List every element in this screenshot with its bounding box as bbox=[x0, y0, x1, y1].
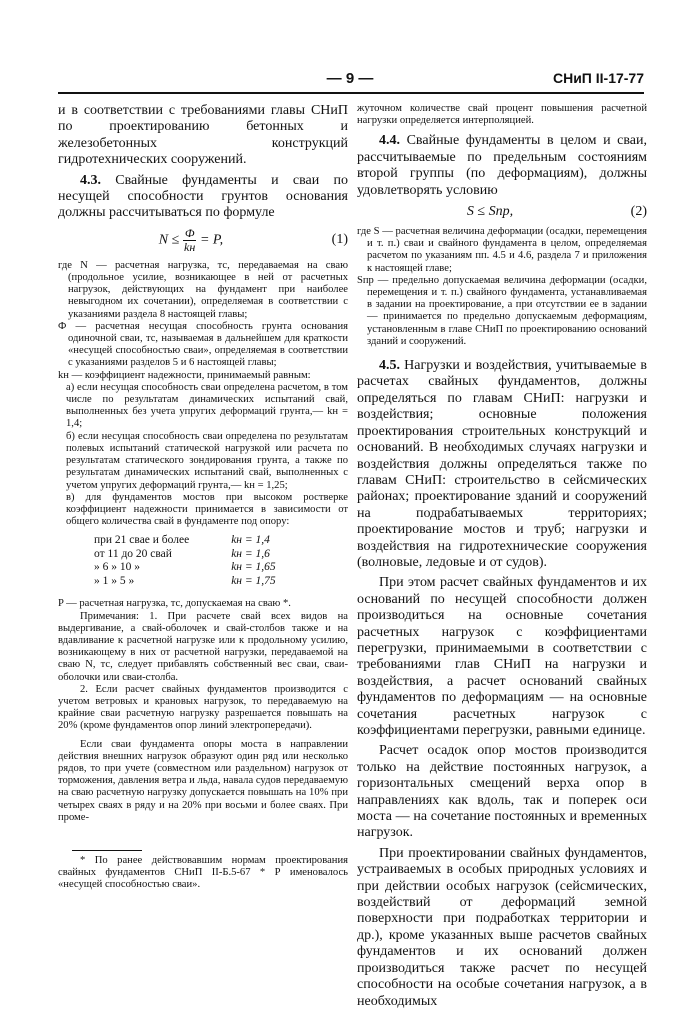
formula-number: (1) bbox=[331, 232, 348, 248]
section-4-3 bbox=[58, 173, 348, 222]
definition-spr: Sпр — предельно допускаемая величина деформации (осадки, перемещения и т. п.) свайного фундамента, устанавливаемая в задании на проектирование, а при отсутствии ее в задании — принимается по предельно допускаемым деформациям, установленным в главе СНиП по проектированию оснований зданий и сооружений. bbox=[357, 274, 647, 347]
definition-phi: Ф — расчетная несущая способность грунта основания одиночной сваи, тс, называемая в дальнейшем для краткости «несущей способностью сваи», определяемая в соответствии с указаниями разделов 5 и 6 настоящей главы; bbox=[58, 320, 348, 369]
header-rule bbox=[58, 92, 644, 94]
definition-n: где N — расчетная нагрузка, тс, передаваемая на сваю (продольное усилие, возникающее в ней от расчетных нагрузок, действующих на фундамент при наиболее невыгодном их сочетании), определяемая в соответствии с указаниями раздела 8 настоящей главы; bbox=[58, 259, 348, 320]
definition-kn: kн — коэффициент надежности, принимаемый равным: bbox=[58, 369, 311, 381]
paragraph-bridge-piles: Если сваи фундамента опоры моста в направлении действия внешних нагрузок образуют один ряд или несколько рядов, то при учете (совместном или раздельном) нагрузок от торможения, давления ветра и льда, навала судов передаваемую на сваю расчетную нагрузку допускается повышать на 10% при четырех сваях в ряду и на 20% при восьми и более сваях. При проме- bbox=[58, 738, 348, 823]
section-number: 4.5. bbox=[379, 358, 400, 374]
formula-lhs: N ≤ bbox=[158, 232, 180, 248]
table-cell-range: » 1 » 5 » bbox=[94, 574, 135, 587]
formula-expression bbox=[58, 227, 324, 254]
table-cell-range: при 21 свае и более bbox=[94, 534, 190, 547]
section-4-5 bbox=[357, 358, 647, 571]
table-cell-range: » 6 » 10 » bbox=[94, 561, 140, 574]
document-code: СНиП II-17-77 bbox=[552, 70, 644, 86]
list-item-a: а) если несущая способность сваи определена расчетом, в том числе по результатам динамических испытаний свай, выполненных без учета упругих деформаций грунта,— kн = 1,4; bbox=[66, 381, 348, 430]
paragraph-continuation: и в соответствии с требованиями главы СНиП по проектированию бетонных и железобетонных конструкций гидротехнических сооружений. bbox=[58, 103, 348, 168]
table-row bbox=[94, 548, 280, 562]
paragraph-calculation: При этом расчет свайных фундаментов и их оснований по несущей способности должен производиться на основные сочетания расчетных нагрузок с коэффициентами перегрузки, принимаемыми в соответствии с требованиями глав СНиП на нагрузки и воздействия, а расчет оснований свайных фундаментов по деформациям — на основные сочетания расчетных нагрузок с коэффициентами перегрузки, равными единице. bbox=[357, 575, 647, 738]
table-row bbox=[94, 534, 280, 548]
note-2: 2. Если расчет свайных фундаментов производится с учетом ветровых и крановых нагрузок, то передаваемую на крайние сваи расчетную нагрузку разрешается повышать на 20% (кроме фундаментов опор линий электропередачи). bbox=[58, 683, 348, 732]
list-item-b: б) если несущая способность сваи определена по результатам полевых испытаний статической нагрузкой или расчета по результатам статического зондирования грунта, а также по результатам динамических испытаний свай, выполненных с учетом упругих деформаций грунта,— kн = 1,25; bbox=[66, 430, 348, 491]
table-cell-value: kн = 1,75 bbox=[231, 574, 276, 587]
formula-expression: S ≤ Sпр, bbox=[466, 204, 514, 220]
fraction-denominator: kн bbox=[184, 239, 196, 254]
section-number: 4.3. bbox=[80, 172, 101, 188]
page-number: — 9 — bbox=[326, 70, 374, 87]
section-number: 4.4. bbox=[379, 133, 400, 149]
formula-1 bbox=[58, 227, 348, 254]
definition-p: P — расчетная нагрузка, тс, допускаемая на сваю *. bbox=[58, 598, 291, 610]
section-text: Нагрузки и воздействия, учитываемые в расчетах свайных фундаментов, должны определяться по главам СНиП: нагрузки и воздействия; основные положения проектирования строительных конструкций и оснований. В необходимых случаях нагрузки и воздействия должны определяться также по главам СНиП: строительство в сейсмических районах; проектирование зданий и сооружений на подрабатываемых территориях; проектирование мостов и труб; нагрузки и воздействия на гидротехнические сооружения (волновые, ледовые и от судов). bbox=[357, 358, 648, 570]
left-column bbox=[58, 103, 348, 892]
definition-s: где S — расчетная величина деформации (осадки, перемещения и т. п.) сваи и свайного фундамента в целом, определяемая расчетом по указаниям пп. 4.5 и 4.6, раздела 7 и приложения к настоящей главе; bbox=[357, 226, 647, 274]
table-cell-value: kн = 1,4 bbox=[231, 534, 270, 547]
right-column bbox=[357, 103, 647, 1010]
table-cell-range: от 11 до 20 свай bbox=[94, 547, 172, 560]
list-item-v: в) для фундаментов мостов при высоком ростверке коэффициент надежности принимается в зависимости от общего количества свай в фундаменте под опору: bbox=[66, 491, 348, 528]
section-text: Свайные фундаменты в целом и сваи, рассчитываемые по предельным состояниям второй группы (по деформациям), должны удовлетворять условию bbox=[357, 133, 647, 198]
reliability-coefficient-table bbox=[94, 534, 280, 588]
formula-number: (2) bbox=[630, 204, 647, 220]
paragraph-interpolation: жуточном количестве свай процент повышения расчетной нагрузки определяется интерполяцией. bbox=[357, 103, 647, 127]
paragraph-settlement: Расчет осадок опор мостов производится только на действие постоянных нагрузок, а горизонтальных смещений верха опор в направлениях как вдоль, так и поперек оси моста — на сочетание постоянных и временных нагрузок. bbox=[357, 743, 647, 841]
table-cell-value: kн = 1,65 bbox=[231, 561, 276, 574]
paragraph-special-conditions: При проектировании свайных фундаментов, устраиваемых в особых природных условиях и при действии особых нагрузок (сейсмических, воздействий от деформаций земной поверхности при подработках территории и др.), кроме указанных выше расчетов свайных фундаментов и их оснований должен производиться также расчет по несущей способности на особые сочетания нагрузок, а в необходимых bbox=[357, 845, 647, 1009]
footnote: * По ранее действовавшим нормам проектирования свайных фундаментов СНиП II-Б.5-67 * Р именовалось «несущей способностью сваи». bbox=[58, 854, 348, 891]
formula-fraction bbox=[183, 227, 197, 254]
note-1: Примечания: 1. При расчете свай всех видов на выдергивание, а свай-оболочек и свай-столбов также и на вдавливание к расчетной нагрузке или к продольному усилию, возникающему в них от расчетной нагрузки, передаваемой на сваю N, тс, следует прибавлять собственный вес сваи, сваи-оболочки или сваи-столба. bbox=[58, 610, 348, 683]
fraction-numerator: Ф bbox=[184, 225, 195, 240]
table-row bbox=[94, 575, 280, 589]
table-cell-value: kн = 1,6 bbox=[231, 547, 270, 560]
formula-2 bbox=[357, 204, 647, 220]
footnote-rule bbox=[72, 850, 142, 851]
section-text: Свайные фундаменты и сваи по несущей способности грунтов основания должны рассчитываться по формуле bbox=[58, 172, 349, 221]
formula-rhs: = P, bbox=[199, 232, 224, 248]
section-4-4 bbox=[357, 133, 647, 199]
table-row bbox=[94, 561, 280, 575]
page-header bbox=[56, 70, 644, 92]
